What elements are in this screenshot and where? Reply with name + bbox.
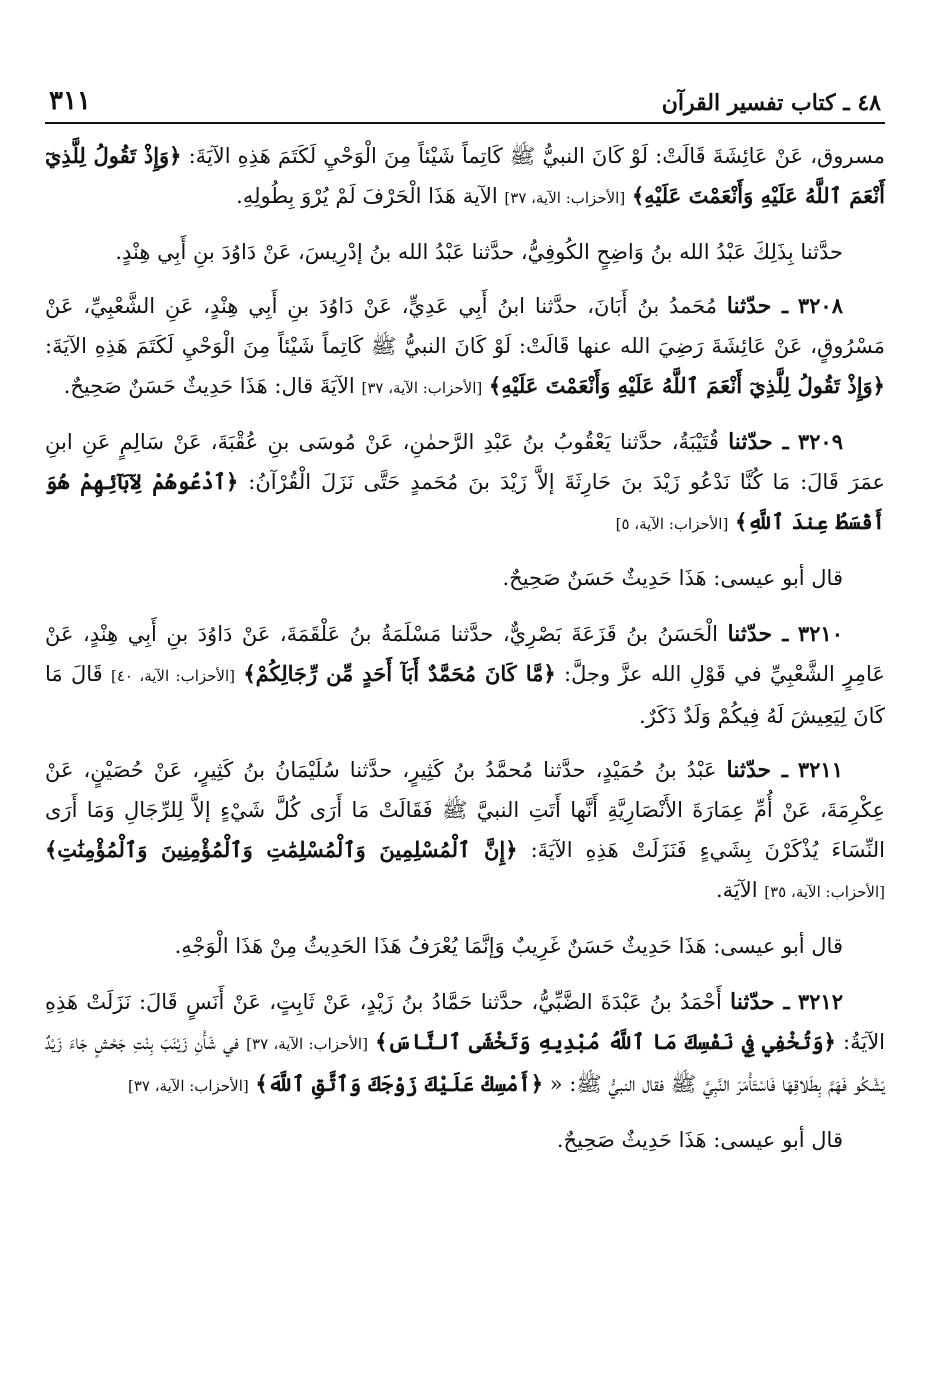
page-header — [45, 78, 885, 124]
verse-reference: [الأحزاب: الآية، ٥] — [615, 515, 729, 533]
hadith-3209: ٣٢٠٩ ـ حدّثنا قُتَيْبَةُ، حدَّثنا يَعْقُوبُ بنُ عَبْدِ الرَّحمٰنِ، عَنْ مُوسَى بنِ عُقْبَةَ، عَنْ سَالِمٍ عَنِ ابنِ عمَرَ قَالَ: مَا كُنَّا نَدْعُو زَيْدَ بنَ حَارِثَةَ إلاَّ زَيْدَ بنَ مُحَمدٍ حَتَّى نَزَلَ الْقُرْآنُ: ﴿ٱدْعُوهُمْ لِآبَآئِهِمْ هُوَ أَقْسَطُ عِندَ ٱللَّهِ﴾ [الأحزاب: الآية، ٥] — [45, 429, 886, 534]
hadith-label: حدّثنا — [728, 429, 773, 455]
page-number: ٣١١ — [49, 86, 91, 116]
hadith-label: حدّثنا — [726, 293, 772, 319]
hadith-number: ٣٢٠٩ — [797, 429, 843, 454]
verse-reference: [الأحزاب: الآية، ٣٧] — [127, 1077, 249, 1095]
quran-verse: ﴿وَإِذْ تَقُولُ لِلَّذِيٓ أَنْعَمَ ٱللَّهُ عَلَيْهِ وَأَنْعَمْتَ عَلَيْهِ﴾ — [488, 373, 885, 398]
hadith-number: ٣٢١٢ — [797, 989, 843, 1014]
verse-reference: [الأحزاب: الآية، ٣٥] — [764, 883, 885, 901]
hadith-label: حدّثنا — [727, 621, 773, 647]
quran-verse: ﴿إِنَّ ٱلْمُسْلِمِينَ وَٱلْمُسْلِمَٰتِ وَٱلْمُؤْمِنِينَ وَٱلْمُؤْمِنَٰتِ﴾ — [45, 837, 518, 862]
text: حدَّثنا بِذَلِكَ عَبْدُ الله بنُ وَاضِحٍ الكُوفِيُّ، حدَّثنا عَبْدُ الله بنُ إدْرِيسَ، عَنْ دَاوُدَ بنِ أَبِي هِنْدٍ. — [115, 240, 843, 264]
hadith-label: حدّثنا — [730, 989, 775, 1015]
text: الآيَةَ قال: هَذَا حَدِيثٌ حَسَنٌ صَحِيحٌ. — [63, 374, 355, 398]
text: الآيَة. — [715, 878, 758, 902]
text: مسروق، عَنْ عَائِشَةَ قَالَتْ: لَوْ كَانَ النبيُّ ﷺ كَاتِماً شَيْئاً مِنَ الْوَحْيِ لَكَتَمَ هَذِهِ الآيَةَ: — [188, 144, 886, 168]
hadith-label: حدّثنا — [726, 757, 772, 783]
quran-verse: ﴿مَّا كَانَ مُحَمَّدٌ أَبَآ أَحَدٍ مِّن رِّجَالِكُمْ﴾ — [243, 661, 556, 686]
hadith-number: ٣٢٠٨ — [797, 293, 843, 318]
verse-reference: [الأحزاب: الآية، ٤٠] — [110, 667, 236, 685]
text: في شَأْنِ زَيْنَبَ بِنْتِ جَحْشٍ جَاءَ زَيْدٌ يَشْكُو فَهَمَّ بِطَلاقِهَا فَاسْتَأْمَرَ النَّبِيَّ ﷺ فقال النبيُّ ﷺ: « — [45, 1030, 885, 1096]
quran-verse: ﴿وَتُخْفِي فِي نَفْسِكَ مَا ٱللَّهُ مُبْدِيهِ وَتَخْشَى ٱلنَّاسَ﴾ — [375, 1029, 836, 1054]
text: مُحَمدُ بنُ أَبَانَ، حدَّثنا ابنُ أَبِي عَدِيٍّ، عَنْ دَاوُدَ بنِ أَبِي هِنْدٍ، عَنِ الشَّعْبِيِّ، عَنْ مَسْرُوقٍ، عَنْ عَائِشَةَ رَضِيَ الله عنها قَالَتْ: لَوْ كَانَ النبيُّ ﷺ كَاتِماً شَيْئاً مِنَ الْوَحْيِ لَكَتَمَ هَذِهِ الآيَةَ: — [45, 294, 885, 358]
hadith-number: ٣٢١١ — [797, 757, 843, 782]
hadith-number: ٣٢١٠ — [797, 621, 843, 646]
text: الآية هَذَا الْحَرْفَ لَمْ يُرْوَ بِطُولِهِ. — [236, 184, 498, 208]
verse-reference: [الأحزاب: الآية، ٣٧] — [361, 379, 483, 397]
text: الْحَسَنُ بنُ قَزَعَةَ بَصْرِيٌّ، حدَّثنا مَسْلَمَةُ بنُ عَلْقَمَةَ، عَنْ دَاوُدَ بنِ أَبِي هِنْدٍ، عَنْ عَامِرٍ الشَّعْبِيِّ في قَوْلِ الله عزَّ وجلَّ: — [45, 622, 885, 686]
verse-reference: [الأحزاب: الآية، ٣٧] — [246, 1035, 368, 1053]
book-page — [45, 78, 885, 1176]
hadith-3208: ٣٢٠٨ ـ حدّثنا مُحَمدُ بنُ أَبَانَ، حدَّثنا ابنُ أَبِي عَدِيٍّ، عَنْ دَاوُدَ بنِ أَبِي هِنْدٍ، عَنِ الشَّعْبِيِّ، عَنْ مَسْرُوقٍ، عَنْ عَائِشَةَ رَضِيَ الله عنها قَالَتْ: لَوْ كَانَ النبيُّ ﷺ كَاتِماً شَيْئاً مِنَ الْوَحْيِ لَكَتَمَ هَذِهِ الآيَةَ: ﴿وَإِذْ تَقُولُ لِلَّذِيٓ أَنْعَمَ ٱللَّهُ عَلَيْهِ وَأَنْعَمْتَ عَلَيْهِ﴾ [الأحزاب: الآية، ٣٧] الآيَةَ قال: هَذَا حَدِيثٌ حَسَنٌ صَحِيحٌ. — [45, 293, 885, 398]
abu-isa-note: قال أبو عيسى: هَذَا حَدِيثٌ حَسَنٌ صَحِيحٌ. — [502, 566, 843, 590]
abu-isa-note: قال أبو عيسى: هَذَا حَدِيثٌ حَسَنٌ غَرِيبٌ وَإنَّمَا يُعْرَفُ هَذَا الحَدِيثُ مِنْ هَذَا الْوَجْهِ. — [174, 934, 843, 958]
page-body — [45, 136, 885, 1160]
hadith-3210: ٣٢١٠ ـ حدّثنا الْحَسَنُ بنُ قَزَعَةَ بَصْرِيٌّ، حدَّثنا مَسْلَمَةُ بنُ عَلْقَمَةَ، عَنْ دَاوُدَ بنِ أَبِي هِنْدٍ، عَنْ عَامِرٍ الشَّعْبِيِّ في قَوْلِ الله عزَّ وجلَّ: ﴿مَّا كَانَ مُحَمَّدٌ أَبَآ أَحَدٍ مِّن رِّجَالِكُمْ﴾ [الأحزاب: الآية، ٤٠] قَالَ مَا كَانَ لِيَعِيشَ لَهُ فِيكُمْ وَلَدٌ ذَكَرٌ. — [45, 621, 885, 728]
abu-isa-note: قال أبو عيسى: هَذَا حَدِيثٌ صَحِيحٌ. — [556, 1128, 843, 1152]
continuation-paragraph — [45, 136, 885, 218]
hadith-3211: ٣٢١١ ـ حدّثنا عَبْدُ بنُ حُمَيْدٍ، حدَّثنا مُحمَّدُ بنُ كَثِيرٍ، حدَّثنا سُلَيْمَانُ بنُ كَثِيرٍ، عَنْ حُصَيْنٍ، عَنْ عِكْرِمَةَ، عَنْ أُمِّ عِمَارَةَ الأَنْصَارِيَّةِ أَنَّها أَتَتِ النبيَّ ﷺ فَقَالَتْ مَا أَرَى كُلَّ شَيْءٍ إلاَّ لِلرِّجَالِ وَمَا أَرَى النِّسَاءَ يُذْكَرْنَ بِشَيءٍ فَنَزَلَتْ هَذِهِ الآيَةَ: ﴿إِنَّ ٱلْمُسْلِمِينَ وَٱلْمُسْلِمَٰتِ وَٱلْمُؤْمِنِينَ وَٱلْمُؤْمِنَٰتِ﴾ [الأحزاب: الآية، ٣٥] الآيَة. — [45, 757, 885, 902]
text: عَبْدُ بنُ حُمَيْدٍ، حدَّثنا مُحمَّدُ بنُ كَثِيرٍ، حدَّثنا سُلَيْمَانُ بنُ كَثِيرٍ، عَنْ حُصَيْنٍ، عَنْ عِكْرِمَةَ، عَنْ أُمِّ عِمَارَةَ الأَنْصَارِيَّةِ أَنَّها أَتَتِ النبيَّ ﷺ فَقَالَتْ مَا أَرَى كُلَّ شَيْءٍ إلاَّ لِلرِّجَالِ وَمَا أَرَى النِّسَاءَ يُذْكَرْنَ بِشَيءٍ فَنَزَلَتْ هَذِهِ الآيَةَ: — [45, 758, 885, 862]
text: قَالَ مَا كَانَ لِيَعِيشَ لَهُ فِيكُمْ وَلَدٌ ذَكَرٌ. — [45, 662, 885, 728]
text: قُتَيْبَةُ، حدَّثنا يَعْقُوبُ بنُ عَبْدِ الرَّحمٰنِ، عَنْ مُوسَى بنِ عُقْبَةَ، عَنْ سَالِمٍ عَنِ ابنِ عمَرَ قَالَ: مَا كُنَّا نَدْعُو زَيْدَ بنَ حَارِثَةَ إلاَّ زَيْدَ بنَ مُحَمدٍ حَتَّى نَزَلَ الْقُرْآنُ: — [45, 430, 886, 494]
verse-reference: [الأحزاب: الآية، ٣٧] — [504, 189, 626, 207]
text: أَحْمَدُ بنُ عَبْدَةَ الضَّبِّيُّ، حدَّثنا حَمَّادُ بنُ زَيْدٍ، عَنْ ثَابِتٍ، عَنْ أَنَسٍ قَالَ: نَزَلَتْ هَذِهِ الآيَةُ: — [45, 990, 886, 1054]
quran-verse: ﴿ٱدْعُوهُمْ لِآبَآئِهِمْ هُوَ أَقْسَطُ عِندَ ٱللَّهِ﴾ — [45, 469, 885, 534]
hadith-3212: ٣٢١٢ ـ حدّثنا أَحْمَدُ بنُ عَبْدَةَ الضَّبِّيُّ، حدَّثنا حَمَّادُ بنُ زَيْدٍ، عَنْ ثَابِتٍ، عَنْ أَنَسٍ قَالَ: نَزَلَتْ هَذِهِ الآيَةُ: ﴿وَتُخْفِي فِي نَفْسِكَ مَا ٱللَّهُ مُبْدِيهِ وَتَخْشَى ٱلنَّاسَ﴾ [الأحزاب: الآية، ٣٧] في شَأْنِ زَيْنَبَ بِنْتِ جَحْشٍ جَاءَ زَيْدٌ يَشْكُو فَهَمَّ بِطَلاقِهَا فَاسْتَأْمَرَ النَّبِيَّ ﷺ فقال النبيُّ ﷺ: « ﴿أَمْسِكْ عَلَيْكَ زَوْجَكَ وَٱتَّقِ ٱللَّهَ﴾ [الأحزاب: الآية، ٣٧] — [45, 989, 886, 1096]
chapter-title: ٤٨ ـ كتاب تفسير القرآن — [661, 90, 881, 116]
chain-paragraph — [45, 232, 885, 272]
quran-verse: ﴿أَمْسِكْ عَلَيْكَ زَوْجَكَ وَٱتَّقِ ٱللَّهَ﴾ — [255, 1071, 544, 1096]
quran-verse: ﴿وَإِذْ تَقُولُ لِلَّذِيٓ أَنْعَمَ ٱللَّهُ عَلَيْهِ وَأَنْعَمْتَ عَلَيْهِ﴾ — [45, 143, 885, 208]
